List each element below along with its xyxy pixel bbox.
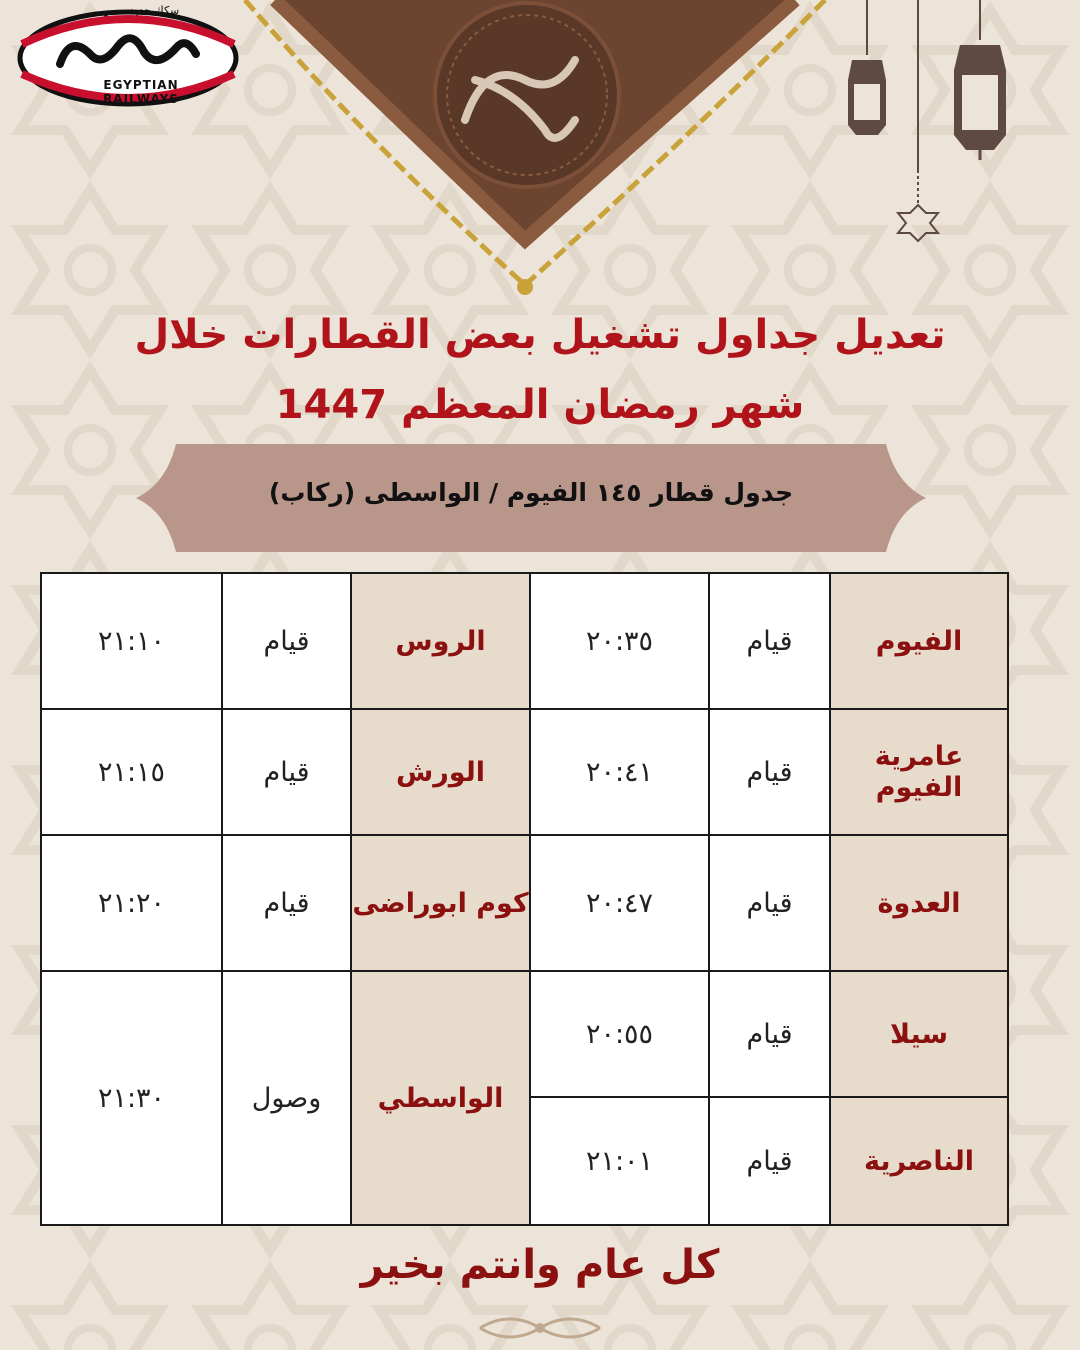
station-cell: الفيوم bbox=[830, 573, 1008, 709]
ramadan-kareem-ornament bbox=[225, 0, 845, 300]
status-cell: قيام bbox=[222, 573, 351, 709]
footer-greeting: كل عام وانتم بخير bbox=[360, 1242, 720, 1288]
status-cell: قيام bbox=[709, 971, 830, 1097]
table-row bbox=[41, 573, 1008, 709]
station-cell: الروس bbox=[351, 573, 530, 709]
table-row bbox=[41, 971, 1008, 1097]
time-cell: ٢٠:٥٥ bbox=[530, 971, 709, 1097]
status-cell: قيام bbox=[222, 835, 351, 971]
lanterns-decoration bbox=[830, 0, 1050, 250]
title-line-1: تعديل جداول تشغيل بعض القطارات خلال bbox=[134, 312, 946, 358]
table-row bbox=[41, 835, 1008, 971]
station-cell: عامرية الفيوم bbox=[830, 709, 1008, 835]
page-title bbox=[60, 300, 1020, 440]
time-cell: ٢١:١٠ bbox=[41, 573, 222, 709]
time-cell: ٢٠:٤٧ bbox=[530, 835, 709, 971]
status-cell: قيام bbox=[709, 835, 830, 971]
title-line-2: شهر رمضان المعظم 1447 bbox=[275, 382, 805, 428]
logo-arabic-text: سكك حديد مصر bbox=[104, 4, 180, 17]
time-cell: ٢١:٢٠ bbox=[41, 835, 222, 971]
time-cell: ٢١:٣٠ bbox=[41, 971, 222, 1225]
station-cell: العدوة bbox=[830, 835, 1008, 971]
table-row bbox=[41, 709, 1008, 835]
time-cell: ٢٠:٤١ bbox=[530, 709, 709, 835]
time-cell: ٢١:٠١ bbox=[530, 1097, 709, 1225]
station-cell: الورش bbox=[351, 709, 530, 835]
status-cell: وصول bbox=[222, 971, 351, 1225]
station-cell: سيلا bbox=[830, 971, 1008, 1097]
logo-caption: EGYPTIAN RAILWAYS bbox=[103, 78, 179, 106]
footer-ornament-icon bbox=[470, 1310, 610, 1346]
egyptian-railways-logo bbox=[12, 4, 244, 108]
time-cell: ٢١:١٥ bbox=[41, 709, 222, 835]
status-cell: قيام bbox=[709, 573, 830, 709]
station-cell: الناصرية bbox=[830, 1097, 1008, 1225]
time-cell: ٢٠:٣٥ bbox=[530, 573, 709, 709]
status-cell: قيام bbox=[709, 1097, 830, 1225]
schedule-table bbox=[40, 572, 1009, 1226]
status-cell: قيام bbox=[222, 709, 351, 835]
station-cell: كوم ابوراضى bbox=[351, 835, 530, 971]
station-cell: الواسطي bbox=[351, 971, 530, 1225]
schedule-subtitle: جدول قطار ١٤٥ الفيوم / الواسطى (ركاب) bbox=[268, 478, 794, 507]
status-cell: قيام bbox=[709, 709, 830, 835]
